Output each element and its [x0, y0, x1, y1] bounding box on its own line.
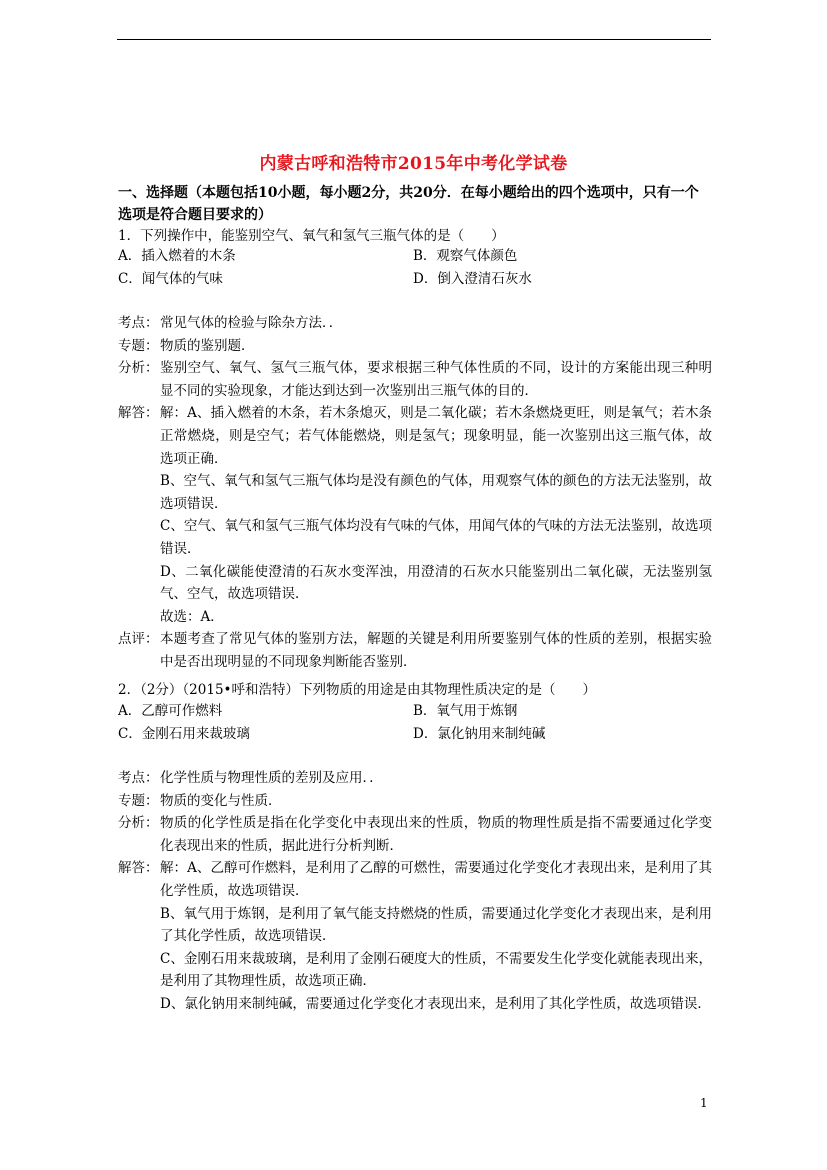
option-c: C．金刚石用来裁玻璃	[118, 726, 250, 742]
question-1-analysis	[118, 312, 712, 674]
fenxi-label: 分析：	[118, 360, 159, 377]
kaodian-label: 考点：	[118, 770, 159, 786]
question-2-options	[118, 700, 712, 746]
question-2-stem: 2．（2分）（2015•呼和浩特）下列物质的用途是由其物理性质决定的是（ ）	[118, 682, 596, 698]
question-1-options	[118, 245, 712, 291]
kaodian-text: 化学性质与物理性质的差别及应用．．	[160, 770, 383, 786]
header-rule	[117, 39, 711, 40]
jieda-paragraph: 解：A、乙醇可作燃料，是利用了乙醇的可燃性，需要通过化学变化才表现出来，是利用了其化学性质，故选项错误．	[160, 860, 712, 899]
jieda-paragraph: B、氧气用于炼钢，是利用了氧气能支持燃烧的性质，需要通过化学变化才表现出来，是利用了其化学性质，故选项错误．	[160, 905, 712, 945]
fenxi-text: 鉴别空气、氧气、氢气三瓶气体，要求根据三种气体性质的不同，设计的方案能出现三种明显不同的实验现象，才能达到达到一次鉴别出三瓶气体的目的．	[160, 360, 712, 399]
option-d: D．氯化钠用来制纯碱	[413, 726, 546, 742]
option-b: B．氧气用于炼钢	[413, 703, 518, 719]
section-heading: 一、选择题（本题包括10小题，每小题2分，共20分．在每小题给出的四个选项中，只有一个选项是符合题目要求的）	[118, 185, 699, 223]
zhuanti-text: 物质的鉴别题．	[160, 337, 255, 354]
option-d: D．倒入澄清石灰水	[413, 271, 532, 287]
kaodian-label: 考点：	[118, 315, 159, 331]
jieda-label: 解答：	[118, 860, 159, 877]
question-2-analysis	[118, 767, 712, 1016]
jieda-label: 解答：	[118, 405, 159, 422]
jieda-paragraph: D、氯化钠用来制纯碱，需要通过化学变化才表现出来，是利用了其化学性质，故选项错误．	[160, 995, 711, 1012]
fenxi-text: 物质的化学性质是指在化学变化中表现出来的性质，物质的物理性质是指不需要通过化学变化表现出来的性质，据此进行分析判断．	[160, 815, 712, 854]
dianping-label: 点评：	[118, 631, 159, 648]
kaodian-text: 常见气体的检验与除杂方法．．	[160, 315, 343, 331]
zhuanti-text: 物质的变化与性质．	[160, 792, 282, 809]
jieda-conclusion: 故选：A．	[160, 608, 224, 625]
jieda-paragraph: D、二氧化碳能使澄清的石灰水变浑浊，用澄清的石灰水只能鉴别出二氧化碳，无法鉴别氢气、空气，故选项错误．	[160, 563, 712, 603]
option-a: A．乙醇可作燃料	[118, 703, 223, 719]
jieda-paragraph: B、空气、氧气和氢气三瓶气体均是没有颜色的气体，用观察气体的颜色的方法无法鉴别，故选项错误．	[160, 473, 712, 512]
document-title: 内蒙古呼和浩特市2015年中考化学试卷	[259, 154, 568, 174]
zhuanti-label: 专题：	[118, 792, 159, 809]
jieda-paragraph: C、金刚石用来裁玻璃，是利用了金刚石硬度大的性质，不需要发生化学变化就能表现出来，是利用了其物理性质，故选项正确．	[160, 950, 712, 990]
jieda-paragraph: 解：A、插入燃着的木条，若木条熄灭，则是二氧化碳；若木条燃烧更旺，则是氧气；若木条正常燃烧，则是空气；若气体能燃烧，则是氢气；现象明显，能一次鉴别出这三瓶气体，故选项正确．	[160, 405, 712, 467]
dianping-text: 本题考查了常见气体的鉴别方法，解题的关键是利用所要鉴别气体的性质的差别，根据实验中是否出现明显的不同现象判断能否鉴别．	[160, 631, 712, 670]
option-c: C．闻气体的气味	[118, 271, 223, 287]
question-1-stem: 1．下列操作中，能鉴别空气、氧气和氢气三瓶气体的是（ ）	[118, 228, 505, 244]
jieda-paragraph: C、空气、氧气和氢气三瓶气体均没有气味的气体，用闻气体的气味的方法无法鉴别，故选项错误．	[160, 518, 712, 557]
fenxi-label: 分析：	[118, 815, 159, 832]
option-b: B．观察气体颜色	[413, 248, 518, 264]
zhuanti-label: 专题：	[118, 337, 159, 354]
page-number: 1	[700, 1096, 708, 1110]
option-a: A．插入燃着的木条	[118, 248, 236, 264]
